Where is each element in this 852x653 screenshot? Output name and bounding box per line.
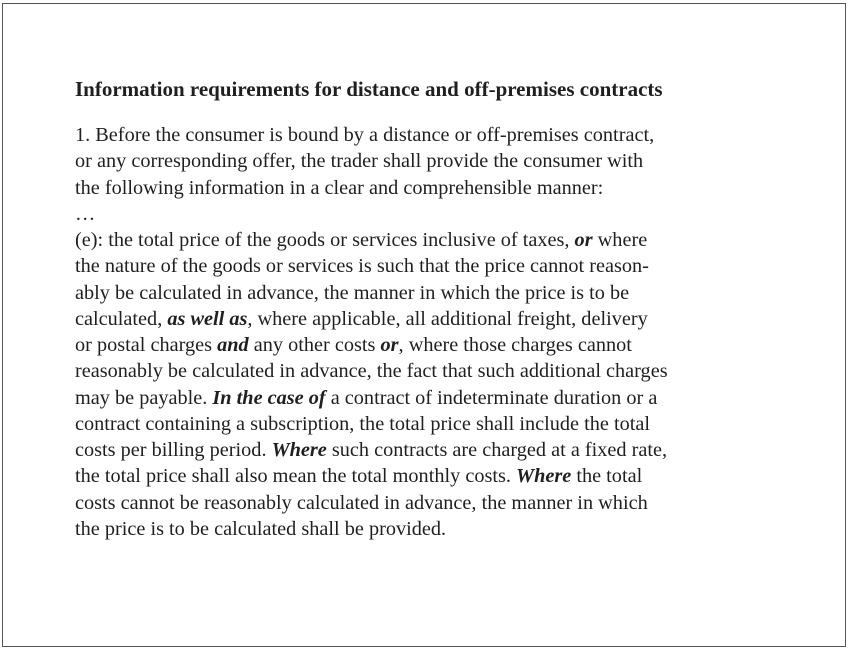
text-line [75, 122, 668, 148]
text-line [75, 358, 668, 384]
text-segment: where [592, 229, 648, 251]
article-body [75, 122, 668, 542]
text-segment: (e): the total price of the goods or services inclusive of taxes, [75, 229, 575, 251]
text-segment: or any corresponding offer, the trader shall provide the consumer with [75, 150, 644, 173]
emphasized-term: In the case of [212, 386, 326, 409]
emphasized-term: and [217, 334, 249, 356]
emphasized-term: Where [516, 465, 572, 488]
document-frame [2, 3, 846, 647]
text-segment: contract containing a subscription, the total price shall include the total [75, 412, 651, 435]
text-segment: , where applicable, all additional freight, delivery [247, 307, 648, 330]
text-line [75, 201, 668, 227]
text-line [75, 490, 668, 516]
text-segment: ably be calculated in advance, the manner in which the price is to be [75, 281, 630, 304]
text-segment: such contracts are charged at a fixed rate, [326, 439, 668, 461]
text-line [75, 227, 668, 253]
document-heading: Information requirements for distance and off-premises contracts [75, 77, 663, 101]
text-line [75, 332, 668, 358]
emphasized-term: or [380, 334, 399, 356]
text-line [75, 253, 668, 279]
text-line [75, 280, 668, 306]
text-segment: the following information in a clear and comprehensible manner: [75, 176, 604, 199]
text-segment: calculated, [75, 307, 168, 330]
text-segment: may be payable. [75, 386, 213, 409]
text-segment: the price is to be calculated shall be provided. [75, 517, 447, 540]
text-segment: a contract of indeterminate duration or a [325, 386, 658, 409]
text-line [75, 437, 668, 463]
text-segment: the total price shall also mean the total monthly costs. [75, 465, 517, 488]
text-line [75, 385, 668, 411]
text-line [75, 411, 668, 437]
text-segment: costs per billing period. [75, 439, 272, 461]
emphasized-term: Where [271, 439, 327, 461]
text-line [75, 516, 668, 542]
text-segment: or postal charges [75, 334, 218, 356]
text-segment: the total [571, 465, 643, 488]
text-segment: costs cannot be reasonably calculated in advance, the manner in which [75, 491, 648, 514]
text-segment: any other costs [248, 334, 381, 356]
text-segment: the nature of the goods or services is such that the price cannot reason- [75, 255, 649, 278]
text-segment: … [75, 202, 96, 225]
text-line [75, 148, 668, 174]
text-line [75, 463, 668, 489]
text-line [75, 175, 668, 201]
emphasized-term: or [574, 229, 593, 251]
text-line [75, 306, 668, 332]
text-segment: reasonably be calculated in advance, the fact that such additional charges [75, 360, 668, 383]
text-segment: 1. Before the consumer is bound by a distance or off-premises contract, [75, 124, 655, 146]
emphasized-term: as well as [167, 307, 248, 330]
text-segment: , where those charges cannot [398, 334, 632, 356]
